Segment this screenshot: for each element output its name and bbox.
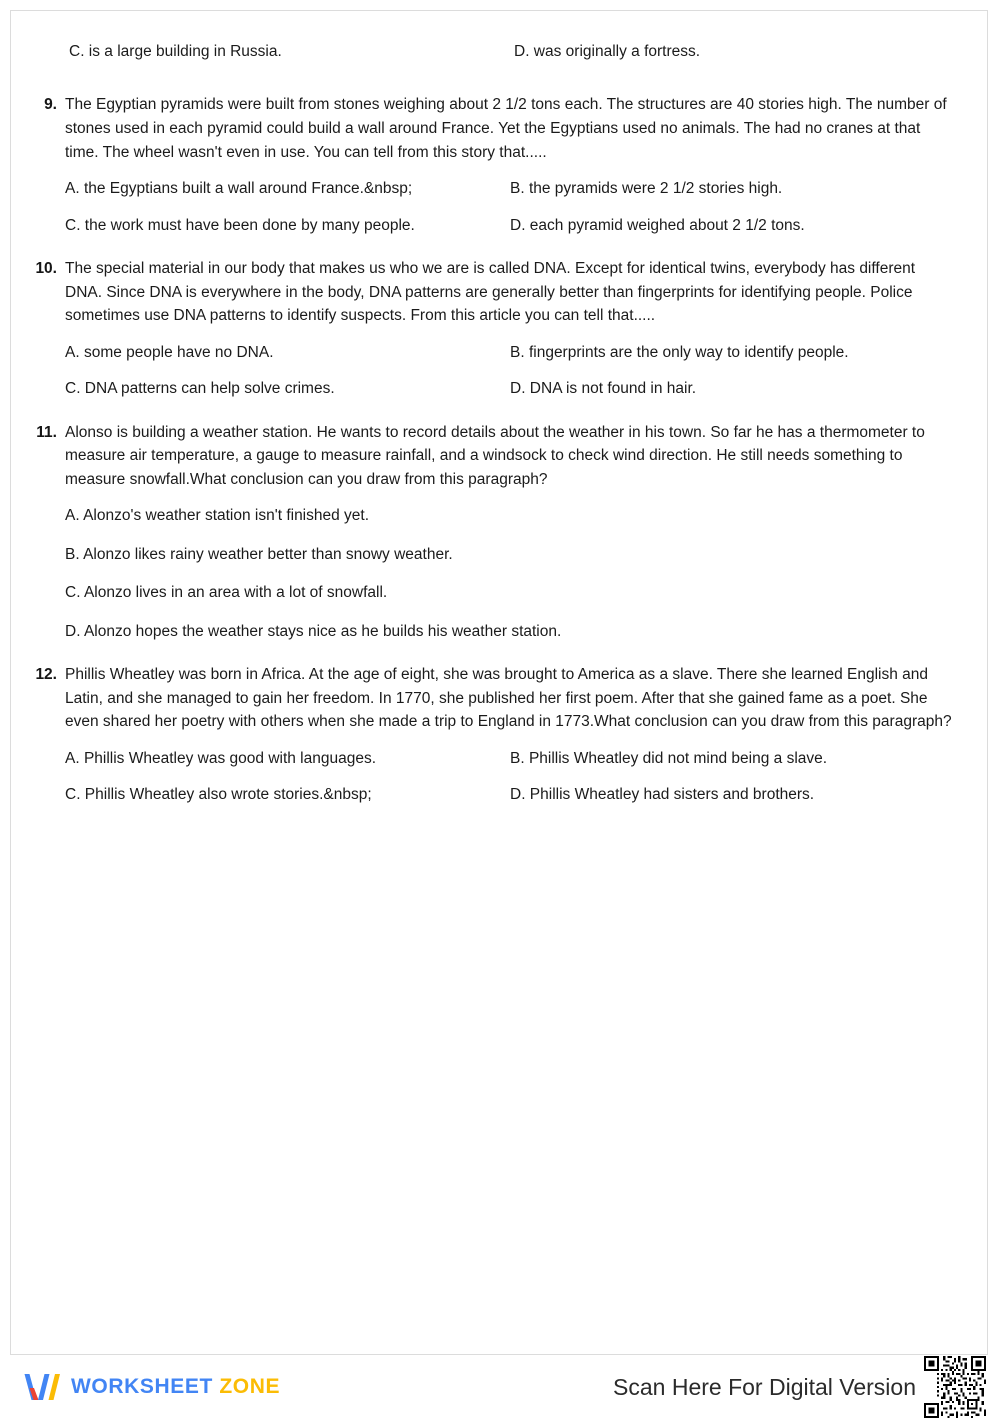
option-d[interactable]: D. DNA is not found in hair. (510, 380, 697, 398)
question-stem: The Egyptian pyramids were built from stones weighing about 2 1/2 tons each. The structures are 40 stories high. The number of stones used in each pyramid could build a wall around France. Yet the Egyptians used no animals. The had no cranes at that time. The wheel wasn't even in use. You can tell from this story that..... (65, 96, 947, 161)
option-row (65, 784, 955, 806)
worksheet-zone-logo[interactable] (22, 1370, 280, 1404)
option-b[interactable]: B. Phillis Wheatley did not mind being a slave. (510, 749, 828, 767)
continued-options-block (25, 25, 955, 73)
option-d[interactable]: D. each pyramid weighed about 2 1/2 tons. (510, 216, 805, 234)
question-item (25, 257, 955, 401)
scan-instruction-text: Scan Here For Digital Version (613, 1373, 916, 1400)
question-body (65, 421, 955, 644)
option-a[interactable]: A. some people have no DNA. (65, 343, 274, 361)
question-number: 9. (44, 96, 57, 114)
option-c[interactable]: C. Alonzo lives in an area with a lot of snowfall. (65, 584, 388, 602)
question-options (65, 342, 955, 401)
option-row (65, 215, 955, 237)
worksheet-sheet (11, 11, 989, 807)
question-item (25, 93, 955, 237)
option-c[interactable]: C. is a large building in Russia. (69, 43, 282, 60)
question-options (65, 178, 955, 237)
question-stem: Phillis Wheatley was born in Africa. At the age of eight, she was brought to America as a slave. There she learned English and Latin, and she managed to gain her freedom. In 1770, she published her first poem. After that she gained fame as a poet. She even shared her poetry with others when she made a trip to England in 1773.What conclusion can you draw from this paragraph? (65, 666, 952, 731)
option-row (65, 178, 955, 200)
option-d[interactable]: D. Alonzo hopes the weather stays nice as he builds his weather station. (65, 622, 562, 640)
option-d[interactable]: D. was originally a fortress. (514, 43, 701, 60)
brand-wordmark (71, 1375, 280, 1399)
brand-secondary-text: ZONE (219, 1375, 281, 1398)
option-row (65, 378, 955, 400)
option-row (65, 544, 955, 566)
option-a[interactable]: A. Phillis Wheatley was good with languages. (65, 749, 377, 767)
option-b[interactable]: B. Alonzo likes rainy weather better than snowy weather. (65, 545, 453, 563)
worksheet-zone-mark-icon (22, 1370, 62, 1404)
option-c[interactable]: C. DNA patterns can help solve crimes. (65, 380, 335, 398)
option-row (69, 41, 955, 63)
question-options (65, 505, 955, 643)
question-body (65, 257, 955, 401)
question-body (65, 663, 955, 807)
question-item (25, 421, 955, 644)
scan-digital-version[interactable] (613, 1356, 986, 1418)
option-b[interactable]: B. the pyramids were 2 1/2 stories high. (510, 180, 783, 198)
question-stem: The special material in our body that makes us who we are is called DNA. Except for identical twins, everybody has different DNA. Since DNA is everywhere in the body, DNA patterns are generally better than fingerprints for identifying people. Police sometimes use DNA patterns to identify suspects. From this article you can tell that..... (65, 260, 916, 325)
page-footer (0, 1360, 1000, 1414)
brand-primary-text: WORKSHEET (71, 1375, 213, 1398)
question-options (65, 748, 955, 807)
option-d[interactable]: D. Phillis Wheatley had sisters and brothers. (510, 786, 815, 804)
question-number: 12. (35, 666, 57, 684)
question-number: 11. (36, 423, 57, 441)
option-row (65, 748, 955, 770)
option-a[interactable]: A. Alonzo's weather station isn't finished yet. (65, 507, 370, 525)
option-c[interactable]: C. the work must have been done by many people. (65, 216, 415, 234)
page-frame (10, 10, 988, 1355)
qr-code-icon[interactable] (924, 1356, 986, 1418)
question-item (25, 663, 955, 807)
question-stem: Alonso is building a weather station. He wants to record details about the weather in his town. So far he has a thermometer to measure air temperature, a gauge to measure rainfall, and a windsock to check wind direction. He still needs something to measure snowfall.What conclusion can you draw from this paragraph? (65, 423, 925, 488)
question-number: 10. (35, 260, 57, 278)
option-c[interactable]: C. Phillis Wheatley also wrote stories.&nbsp; (65, 786, 372, 804)
option-row (65, 505, 955, 527)
option-row (65, 342, 955, 364)
option-b[interactable]: B. fingerprints are the only way to identify people. (510, 343, 849, 361)
option-row (65, 582, 955, 604)
option-a[interactable]: A. the Egyptians built a wall around France.&nbsp; (65, 180, 413, 198)
question-body (65, 93, 955, 237)
option-row (65, 621, 955, 643)
